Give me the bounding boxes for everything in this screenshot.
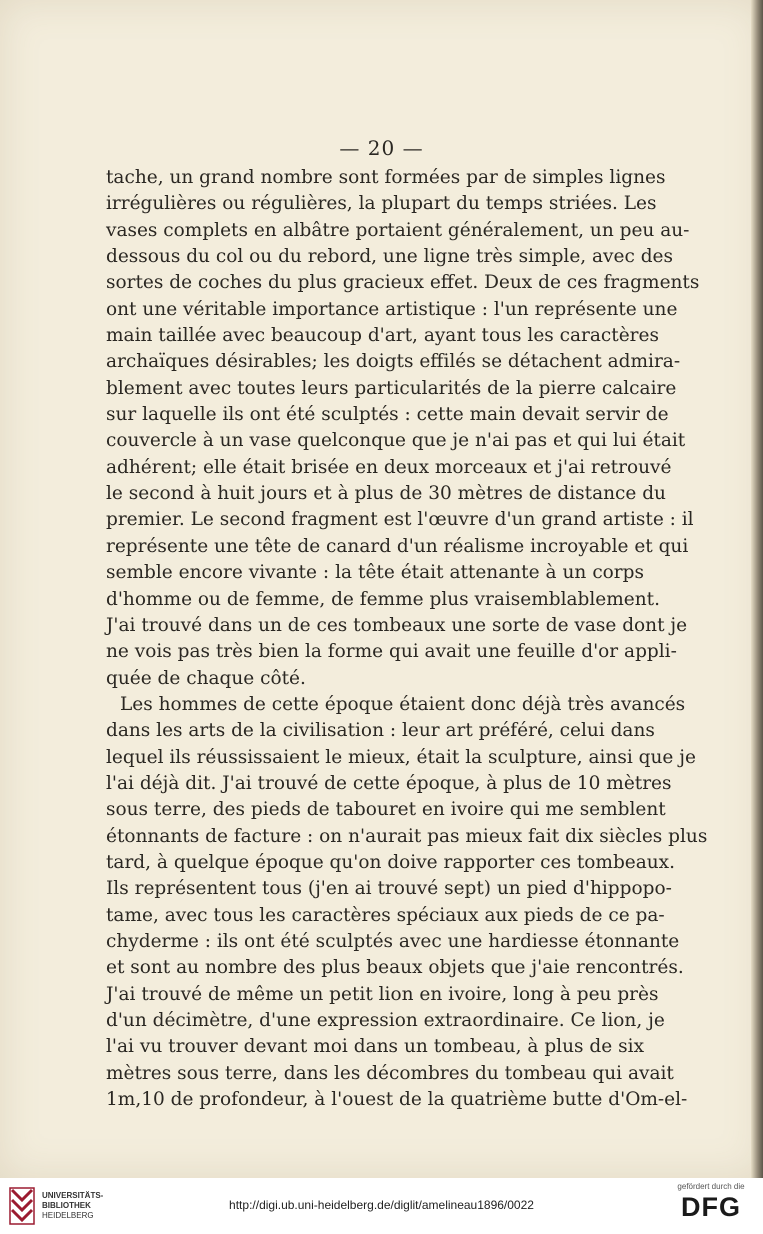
text-line: vases complets en albâtre portaient généralement, un peu au-	[106, 219, 690, 241]
institution-line: UNIVERSITÄTS-	[42, 1191, 104, 1200]
text-line: chyderme : ils ont été sculptés avec une hardiesse étonnante	[106, 930, 680, 952]
text-line: le second à huit jours et à plus de 30 mètres de distance du	[106, 483, 666, 505]
text-line: l'ai déjà dit. J'ai trouvé de cette époque, à plus de 10 mètres	[106, 772, 672, 794]
text-line: et sont au nombre des plus beaux objets que j'aie rencontrés.	[106, 957, 684, 979]
text-line: l'ai vu trouver devant moi dans un tombeau, à plus de six	[106, 1036, 644, 1058]
text-line: J'ai trouvé dans un de ces tombeaux une sorte de vase dont je	[106, 614, 688, 636]
text-line: 1m,10 de profondeur, à l'ouest de la quatrième butte d'Om-el-	[106, 1089, 688, 1111]
text-line: sur laquelle ils ont été sculptés : cette main devait servir de	[106, 404, 669, 426]
text-line: tard, à quelque époque qu'on doive rapporter ces tombeaux.	[106, 851, 675, 873]
institution-line: HEIDELBERG	[42, 1211, 94, 1220]
funding-label: gefördert durch die	[677, 1182, 745, 1191]
text-line: représente une tête de canard d'un réalisme incroyable et qui	[106, 535, 689, 557]
text-line: premier. Le second fragment est l'œuvre d'un grand artiste : il	[106, 509, 694, 531]
text-line: étonnants de facture : on n'aurait pas mieux fait dix siècles plus	[106, 825, 708, 847]
text-line: lequel ils réussissaient le mieux, était la sculpture, ainsi que je	[106, 746, 696, 768]
text-line: semble encore vivante : la tête était attenante à un corps	[106, 562, 644, 584]
viewer-footer	[0, 1178, 763, 1234]
paragraph-end-line: quée de chaque côté.	[106, 667, 306, 689]
text-line: irrégulières ou régulières, la plupart du temps striées. Les	[106, 193, 657, 215]
text-line: adhérent; elle était brisée en deux morceaux et j'ai retrouvé	[106, 456, 672, 478]
text-line: d'homme ou de femme, de femme plus vraisemblablement.	[106, 588, 660, 610]
institution-line: BIBLIOTHEK	[42, 1201, 91, 1210]
text-line: blement avec toutes leurs particularités de la pierre calcaire	[106, 377, 677, 399]
text-line: tame, avec tous les caractères spéciaux aux pieds de ce pa-	[106, 904, 665, 926]
text-line: J'ai trouvé de même un petit lion en ivoire, long à peu près	[106, 983, 659, 1005]
page-number: — 20 —	[339, 136, 424, 160]
text-line: ne vois pas très bien la forme qui avait une feuille d'or appli-	[106, 641, 677, 663]
text-line: sortes de coches du plus gracieux effet. Deux de ces fragments	[106, 272, 700, 294]
text-line: archaïques désirables; les doigts effilés se détachent admira-	[106, 351, 681, 373]
text-line: d'un décimètre, d'une expression extraordinaire. Ce lion, je	[106, 1010, 665, 1031]
text-line: main taillée avec beaucoup d'art, ayant tous les caractères	[106, 325, 659, 347]
dfg-logo-icon: DFG	[681, 1192, 741, 1222]
text-line: dans les arts de la civilisation : leur art préféré, celui dans	[106, 720, 655, 742]
text-line: dessous du col ou du rebord, une ligne très simple, avec des	[106, 246, 673, 268]
text-line: tache, un grand nombre sont formées par de simples lignes	[106, 167, 666, 188]
permalink-url[interactable]: http://digi.ub.uni-heidelberg.de/diglit/amelineau1896/0022	[229, 1198, 534, 1212]
text-line: mètres sous terre, dans les décombres du tombeau qui avait	[106, 1062, 674, 1084]
page-edge-shadow	[751, 0, 763, 1178]
text-line: sous terre, des pieds de tabouret en ivoire qui me semblent	[106, 799, 666, 821]
text-line: Ils représentent tous (j'en ai trouvé sept) un pied d'hippopo-	[106, 878, 672, 900]
body-text	[106, 165, 708, 1113]
text-line: ont une véritable importance artistique : l'un représente une	[106, 298, 678, 320]
text-line: couvercle à un vase quelconque que je n'ai pas et qui lui était	[106, 430, 686, 452]
funding-notice	[671, 1182, 751, 1223]
paragraph-start-line: Les hommes de cette époque étaient donc déjà très avancés	[120, 693, 686, 715]
